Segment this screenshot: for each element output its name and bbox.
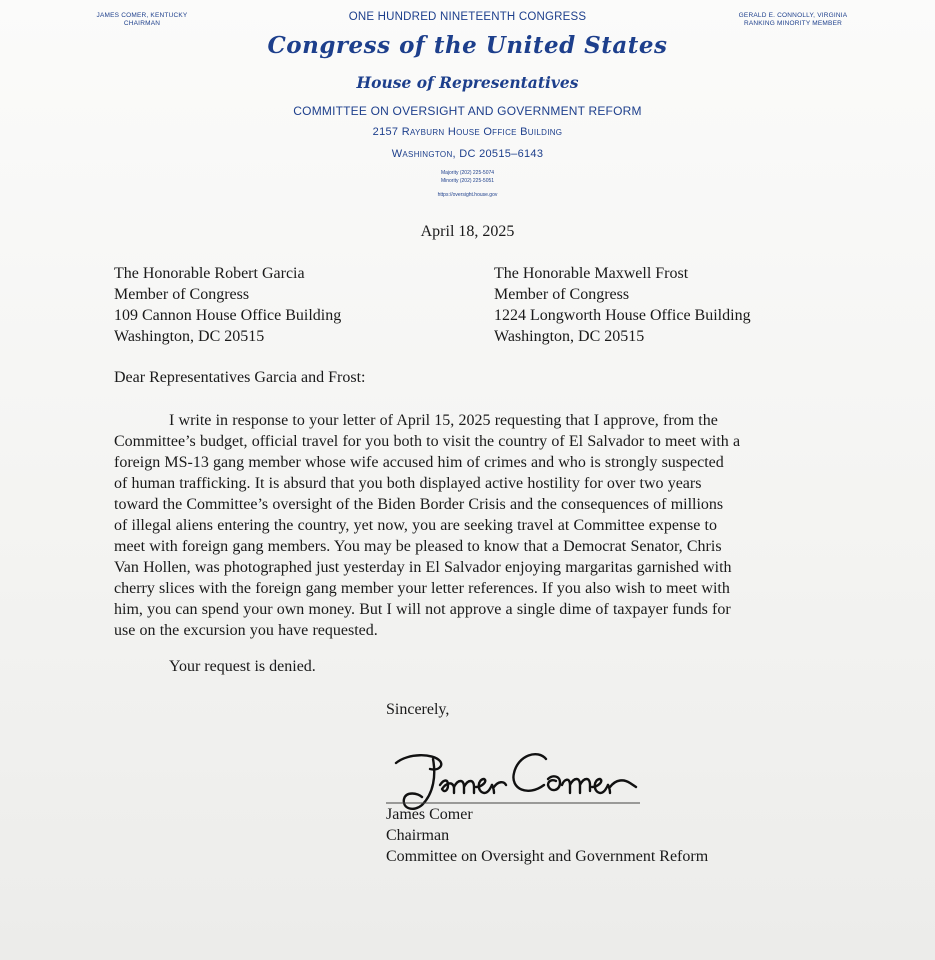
office-address: 2157 Rayburn House Office Building	[372, 126, 563, 138]
phone-minority: Minority (202) 225-5051	[440, 178, 495, 184]
ranking-member-name: GERALD E. CONNOLLY, VIRGINIA	[738, 12, 848, 19]
phone-numbers	[0, 169, 935, 185]
recipient-city: Washington, DC 20515	[114, 328, 265, 345]
body-line: Committee’s budget, official travel for you both to visit the country of El Salvador to meet with a	[114, 433, 741, 450]
recipient-city: Washington, DC 20515	[494, 328, 645, 345]
body-line: foreign MS-13 gang member whose wife accused him of crimes and who is strongly suspected	[114, 454, 724, 471]
signatory-name: James Comer	[386, 806, 473, 823]
recipient-name: The Honorable Robert Garcia	[114, 265, 305, 282]
phone-majority: Majority (202) 225-5074	[440, 170, 495, 176]
chairman-name: JAMES COMER, KENTUCKY	[96, 12, 188, 19]
recipient-title: Member of Congress	[494, 286, 630, 303]
salutation: Dear Representatives Garcia and Frost:	[114, 369, 366, 386]
website-url: https://oversight.house.gov	[437, 192, 498, 198]
letter-date: April 18, 2025	[420, 223, 515, 240]
recipient-office: 1224 Longworth House Office Building	[494, 307, 751, 324]
signature-image	[378, 735, 648, 815]
signatory-title: Chairman	[386, 827, 450, 844]
body-line: him, you can spend your own money. But I will not approve a single dime of taxpayer funds for	[114, 601, 731, 618]
recipient-frost	[494, 263, 751, 347]
signature-block	[386, 804, 708, 867]
recipient-garcia	[114, 263, 341, 347]
body-line: cherry slices with the foreign gang member your letter references. If you also wish to meet with	[114, 580, 730, 597]
body-line: meet with foreign gang members. You may be pleased to know that a Democrat Senator, Chris	[114, 538, 722, 555]
letterhead-title: Congress of the United States	[267, 32, 668, 59]
body-line: of human trafficking. It is absurd that you both displayed active hostility for over two years	[114, 475, 702, 492]
body-line: Van Hollen, was photographed just yesterday in El Salvador enjoying margaritas garnished with	[114, 559, 732, 576]
body-line: use on the excursion you have requested.	[114, 622, 378, 639]
body-line: of illegal aliens entering the country, yet now, you are seeking travel at Committee expense to	[114, 517, 717, 534]
recipient-office: 109 Cannon House Office Building	[114, 307, 342, 324]
office-city: Washington, DC 20515–6143	[391, 148, 544, 160]
signatory-committee: Committee on Oversight and Government Reform	[386, 848, 709, 865]
recipient-name: The Honorable Maxwell Frost	[494, 265, 689, 282]
letter-body	[114, 410, 826, 641]
recipient-title: Member of Congress	[114, 286, 250, 303]
closing: Sincerely,	[386, 701, 450, 718]
committee-name: COMMITTEE ON OVERSIGHT AND GOVERNMENT REFORM	[293, 104, 642, 118]
body-line: toward the Committee’s oversight of the Biden Border Crisis and the consequences of millions	[114, 496, 724, 513]
body-line: I write in response to your letter of April 15, 2025 requesting that I approve, from the	[169, 412, 718, 429]
ranking-member-title: RANKING MINORITY MEMBER	[743, 20, 842, 27]
chairman-title: CHAIRMAN	[123, 20, 161, 27]
denial-statement: Your request is denied.	[169, 658, 316, 675]
congress-number: ONE HUNDRED NINETEENTH CONGRESS	[348, 11, 587, 23]
letterhead-subtitle: House of Representatives	[356, 73, 579, 92]
